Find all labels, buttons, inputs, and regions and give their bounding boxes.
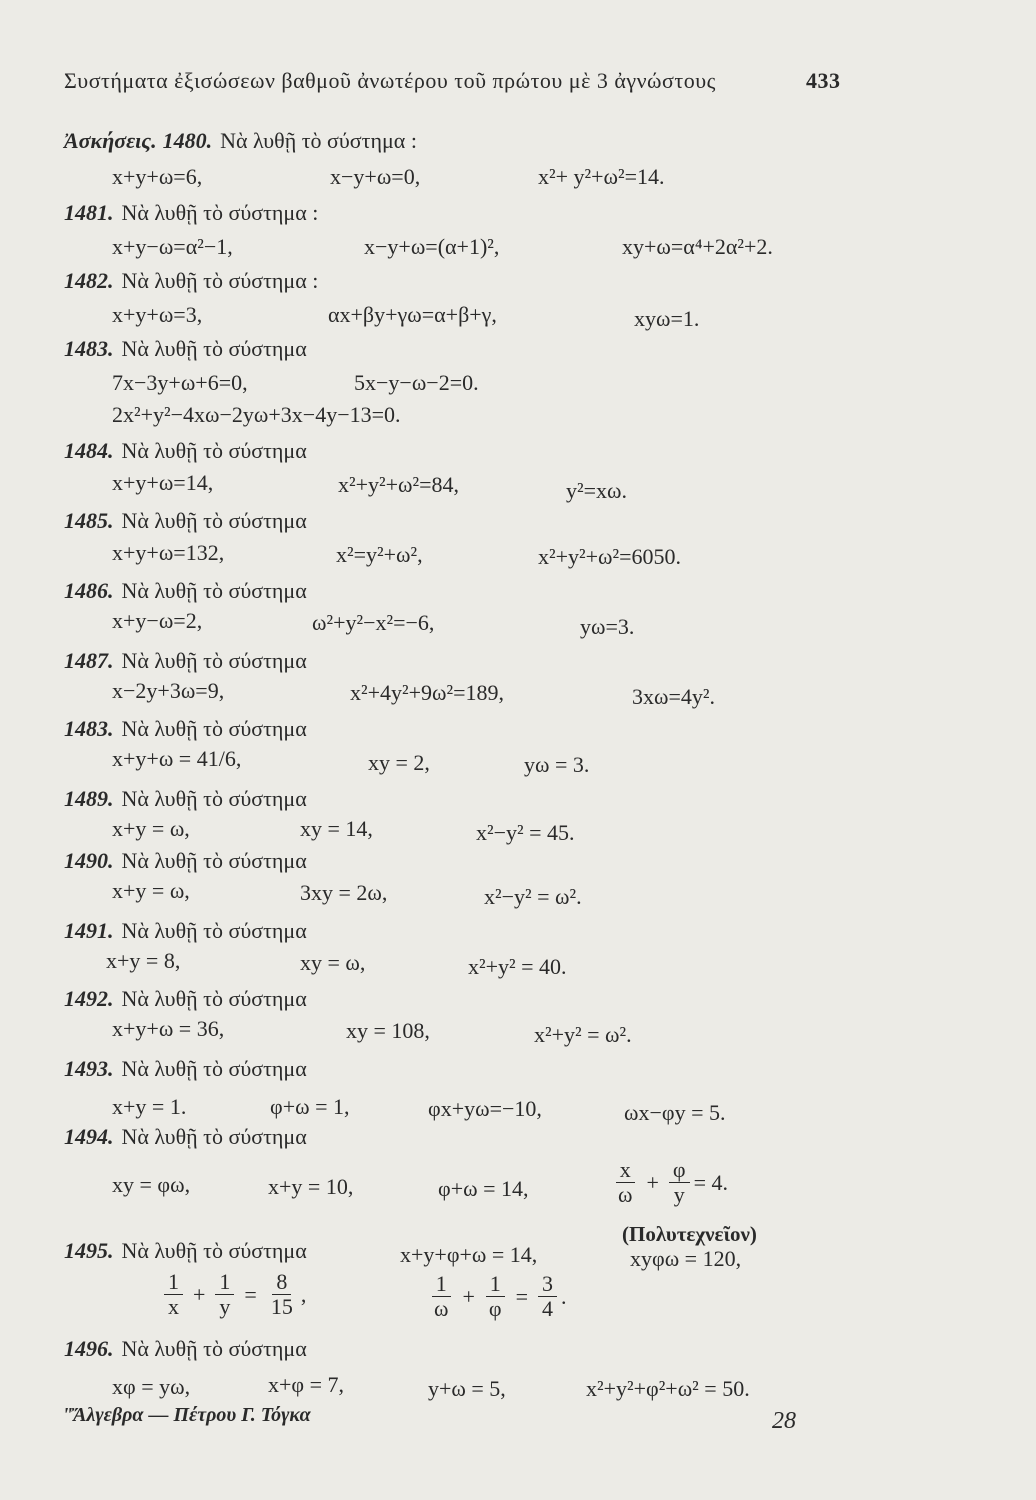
equation: x+φ = 7, [268,1372,345,1397]
denominator: y [673,1182,685,1207]
equation: φ+ω = 1, [270,1094,350,1119]
equation: 5x−y−ω−2=0. [354,370,479,395]
problem-number: 1482. [64,268,114,293]
equation: xy+ω=α⁴+2α²+2. [622,234,773,259]
equation: x+y+ω = 41/6, [112,746,242,771]
equation: x+y+ω=14, [112,470,214,495]
fraction [614,1158,636,1207]
equation: x+y+ω=132, [112,540,225,565]
problem-1482-heading [64,268,318,294]
equation: x+y−ω=2, [112,608,203,633]
equation: xyω=1. [634,306,700,331]
equation: x²−y² = 45. [476,820,575,845]
fraction [538,1272,557,1321]
fraction [267,1270,297,1319]
problem-number: 1483. [64,716,114,741]
equation: xy = φω, [112,1172,191,1197]
denominator: 15 [270,1294,293,1319]
numerator: φ [669,1158,690,1183]
equation: x+y−ω=α²−1, [112,234,233,259]
equation: x−y+ω=0, [330,164,421,189]
page-number: 433 [806,68,841,93]
equation: x²+y²+ω²=6050. [538,544,681,569]
equation: x−y+ω=(α+1)², [364,234,500,259]
problem-1480-heading [64,128,417,154]
problem-1486-heading [64,578,307,604]
numerator: 1 [486,1272,505,1297]
problem-1484-heading [64,438,307,464]
fraction [164,1270,183,1319]
problem-number: 1487. [64,648,114,673]
equation: xy = 14, [300,816,373,841]
problem-number: 1483. [64,336,114,361]
equation: xy = ω, [300,950,366,975]
punctuation: , [300,1281,307,1307]
equation: x−2y+3ω=9, [112,678,225,703]
equation: x+y = 1. [112,1094,187,1119]
problem-number: 1496. [64,1336,114,1361]
numerator: 8 [272,1270,291,1295]
problem-statement: Νὰ λυθῇ τὸ σύστημα [121,1238,307,1263]
equation: 2x²+y²−4xω−2yω+3x−4y−13=0. [112,402,401,427]
problem-statement: Νὰ λυθῇ τὸ σύστημα [121,918,307,943]
equation: ω²+y²−x²=−6, [312,610,435,635]
denominator: y [219,1294,231,1319]
numerator: 1 [164,1270,183,1295]
denominator: ω [618,1182,633,1207]
problem-statement: Νὰ λυθῇ τὸ σύστημα [121,336,307,361]
problem-statement: Νὰ λυθῇ τὸ σύστημα [121,786,307,811]
problem-statement: Νὰ λυθῇ τὸ σύστημα [121,508,307,533]
equation: φx+yω=−10, [428,1096,542,1121]
problem-1483-heading [64,336,307,362]
problem-1490-heading [64,848,307,874]
problem-statement: Νὰ λυθῇ τὸ σύστημα : [220,128,417,153]
equation-rhs: = 4. [693,1169,729,1195]
problem-number: 1486. [64,578,114,603]
fraction-equation [610,1158,728,1207]
equation: xy = 108, [346,1018,430,1043]
problem-statement: Νὰ λυθῇ τὸ σύστημα [121,438,307,463]
problem-number: 1494. [64,1124,114,1149]
equation: x+y = 8, [106,948,181,973]
equation: xyφω = 120, [630,1246,742,1271]
problem-1491-heading [64,918,307,944]
problem-1481-heading [64,200,318,226]
equation: x²+y² = ω². [534,1022,632,1047]
fraction [215,1270,234,1319]
plus-sign: + [462,1283,475,1309]
problem-statement: Νὰ λυθῇ τὸ σύστημα [121,648,307,673]
equation: φ+ω = 14, [438,1176,529,1201]
equation: x+y = ω, [112,878,190,903]
problem-number: 1493. [64,1056,114,1081]
denominator: φ [488,1296,502,1321]
signature-number: 28 [772,1408,796,1434]
equals-sign: = [244,1281,257,1307]
fraction-equation [426,1272,567,1321]
source-note: (Πολυτεχνεῖον) [622,1222,757,1246]
problem-number: 1495. [64,1238,114,1263]
equation: x+y+ω = 36, [112,1016,225,1041]
problem-number: 1489. [64,786,114,811]
equation: yω=3. [580,614,635,639]
equation: αx+βy+γω=α+β+γ, [328,302,497,327]
fraction-equation [160,1270,306,1319]
fraction [669,1158,690,1207]
equation: xφ = yω, [112,1374,191,1399]
header-title: Συστήματα ἐξισώσεων βαθμοῦ ἀνωτέρου τοῦ πρώτου μὲ 3 ἀγνώστους [64,68,716,93]
problem-number: 1492. [64,986,114,1011]
equation: x+y+φ+ω = 14, [400,1242,538,1267]
problem-statement: Νὰ λυθῇ τὸ σύστημα [121,578,307,603]
problem-number: 1491. [64,918,114,943]
equation: xy = 2, [368,750,430,775]
denominator: 4 [542,1296,554,1321]
problem-1495-heading [64,1238,307,1264]
problem-1485-heading [64,508,307,534]
exercises-label: Ἀσκήσεις. [64,128,157,153]
numerator: x [616,1158,635,1183]
plus-sign: + [193,1281,206,1307]
problem-1487-heading [64,648,307,674]
problem-1483-repeat-heading [64,716,307,742]
problem-statement: Νὰ λυθῇ τὸ σύστημα [121,1336,307,1361]
book-footer: "Ἄλγεβρα — Πέτρου Γ. Τόγκα [62,1404,311,1426]
equation: x²+y² = 40. [468,954,567,979]
problem-statement: Νὰ λυθῇ τὸ σύστημα : [121,200,319,225]
problem-statement: Νὰ λυθῇ τὸ σύστημα [121,848,307,873]
equation: x+y = 10, [268,1174,354,1199]
problem-number: 1481. [64,200,114,225]
equation: x²+ y²+ω²=14. [538,164,665,189]
problem-1492-heading [64,986,307,1012]
problem-number: 1485. [64,508,114,533]
problem-statement: Νὰ λυθῇ τὸ σύστημα [121,986,307,1011]
equation: x+y+ω=6, [112,164,203,189]
equation: x²+y²+ω²=84, [338,472,459,497]
numerator: 3 [538,1272,557,1297]
equation: 7x−3y+ω+6=0, [112,370,248,395]
equals-sign: = [515,1283,529,1309]
equation: ωx−φy = 5. [624,1100,726,1125]
problem-number: 1484. [64,438,114,463]
numerator: 1 [432,1272,451,1297]
fraction [485,1272,506,1321]
equation: x²−y² = ω². [484,884,582,909]
denominator: ω [434,1296,449,1321]
denominator: x [168,1294,179,1319]
equation: x²+y²+φ²+ω² = 50. [586,1376,750,1401]
equation: y+ω = 5, [428,1376,506,1401]
problem-1489-heading [64,786,307,812]
equation: x+y+ω=3, [112,302,203,327]
problem-statement: Νὰ λυθῇ τὸ σύστημα : [121,268,319,293]
plus-sign: + [646,1169,659,1195]
fraction [430,1272,452,1321]
problem-1494-heading [64,1124,307,1150]
numerator: 1 [215,1270,234,1295]
problem-1493-heading [64,1056,307,1082]
problem-statement: Νὰ λυθῇ τὸ σύστημα [121,716,307,741]
equation: y²=xω. [566,478,627,503]
problem-statement: Νὰ λυθῇ τὸ σύστημα [121,1056,307,1081]
equation: x²+4y²+9ω²=189, [350,680,504,705]
equation: 3xω=4y². [632,684,715,709]
equation: x+y = ω, [112,816,190,841]
problem-1496-heading [64,1336,307,1362]
problem-number: 1490. [64,848,114,873]
equation: yω = 3. [524,752,590,777]
equation: x²=y²+ω², [336,542,423,567]
punctuation: . [561,1283,567,1309]
problem-number: 1480. [162,128,213,153]
equation: 3xy = 2ω, [300,880,388,905]
problem-statement: Νὰ λυθῇ τὸ σύστημα [121,1124,307,1149]
